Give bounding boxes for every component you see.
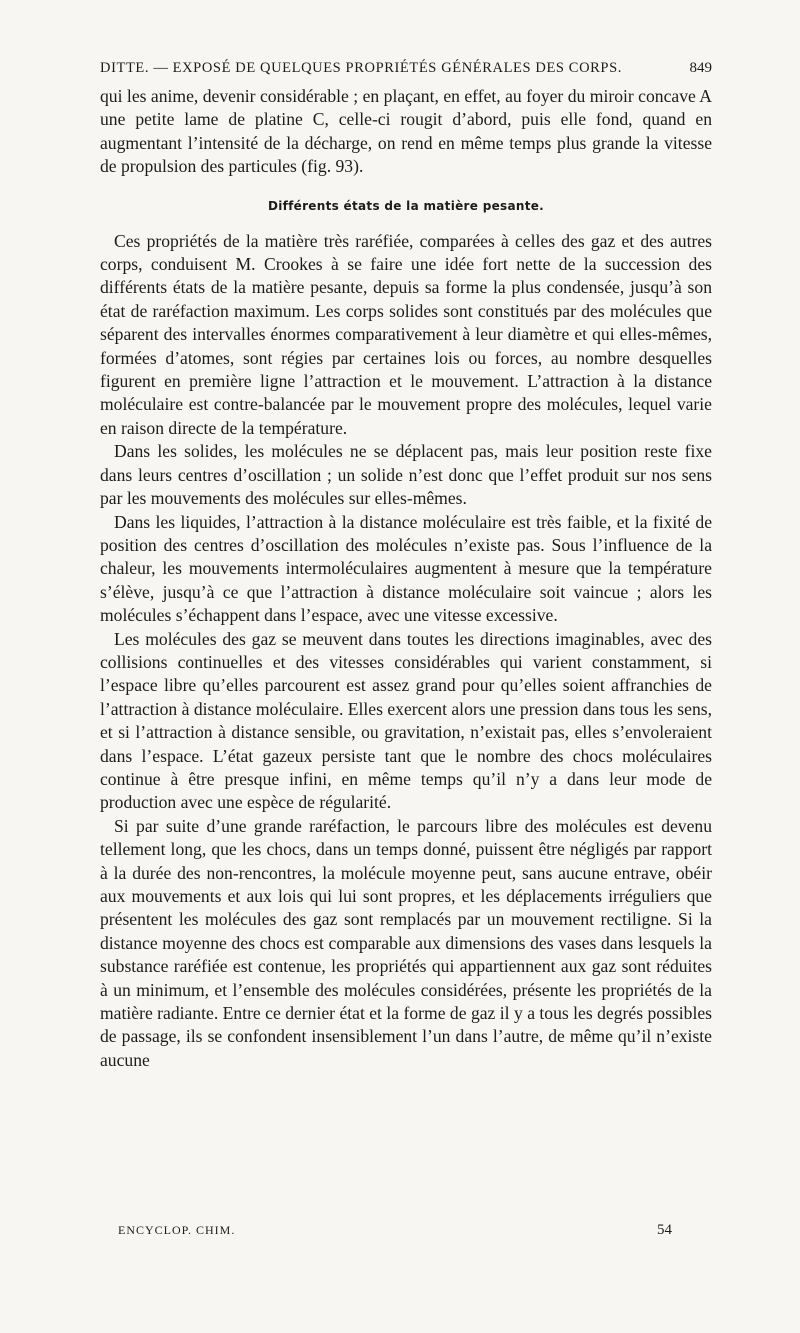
paragraph: Ces propriétés de la matière très raréfiée, comparées à celles des gaz et des autres corps, conduisent M. Crookes à se faire une idée fort nette de la succession des différents états de la matière pesante, depuis sa forme la plus condensée, jusqu’à son état de raréfaction maximum. Les corps solides sont constitués par des molécules que séparent des intervalles énormes comparativement à leur diamètre et qui elles-mêmes, formées d’atomes, sont régies par certaines lois ou forces, au nombre desquelles figurent en première ligne l’attraction et le mouvement. L’attraction à la distance moléculaire est contre-balancée par le mouvement propre des molécules, lequel varie en raison directe de la température.: [100, 230, 712, 438]
page-number: 849: [689, 60, 712, 76]
footer-source: ENCYCLOP. CHIM.: [118, 1223, 236, 1237]
paragraph: Dans les liquides, l’attraction à la distance moléculaire est très faible, et la fixité de position des centres d’oscillation des molécules n’existe pas. Sous l’influence de la chaleur, les mouvements intermoléculaires augmentent à mesure que la température s’élève, jusqu’à ce que l’attraction à distance moléculaire soit vaincue ; alors les molécules s’échappent dans l’espace, avec une vitesse excessive.: [100, 511, 712, 626]
page-footer: [100, 1222, 712, 1239]
paragraph: qui les anime, devenir considérable ; en plaçant, en effet, au foyer du miroir concave A une petite lame de platine C, celle-ci rougit d’abord, puis elle fond, quand en augmentant l’intensité de la décharge, on rend en même temps plus grande la vitesse de propulsion des particules (fig. 93).: [100, 86, 712, 177]
paragraph: Dans les solides, les molécules ne se déplacent pas, mais leur position reste fixe dans leurs centres d’oscillation ; un solide n’est donc que l’effet produit sur nos sens par les mouvements des molécules sur elles-mêmes.: [100, 441, 712, 509]
paragraph: Si par suite d’une grande raréfaction, le parcours libre des molécules est devenu tellement long, que les chocs, dans un temps donné, puissent être négligés par rapport à la durée des non-rencontres, la molécule moyenne peut, sans aucune entrave, obéir aux mouvements et aux lois qui lui sont propres, et les déplacements irréguliers que présentent les molécules des gaz sont remplacés par un mouvement rectiligne. Si la distance moyenne des chocs est comparable aux dimensions des vases dans lesquels la substance raréfiée est contenue, les propriétés qui appartiennent aux gaz sont réduites à un minimum, et l’ensemble des molécules considérées, présente les propriétés de la matière radiante. Entre ce dernier état et la forme de gaz il y a tous les degrés possibles de passage, ils se confondent insensiblement l’un dans l’autre, de même qu’il n’existe aucune: [100, 815, 712, 1070]
running-head: [100, 60, 712, 77]
section-title: Différents états de la matière pesante.: [267, 198, 545, 213]
running-title: DITTE. — EXPOSÉ DE QUELQUES PROPRIÉTÉS GÉNÉRALES DES CORPS.: [100, 60, 622, 76]
paragraph: Les molécules des gaz se meuvent dans toutes les directions imaginables, avec des collisions continuelles et des vitesses considérables qui varient constamment, si l’espace libre qu’elles parcourent est assez grand pour qu’elles soient affranchies de l’attraction à distance moléculaire. Elles exercent alors une pression dans tous les sens, et si l’attraction à distance sensible, ou gravitation, n’existait pas, elles s’envoleraient dans l’espace. L’état gazeux persiste tant que le nombre des chocs moléculaires continue à être presque infini, en même temps qu’il n’y a dans leur mode de production avec une espèce de régularité.: [100, 628, 712, 813]
sheet-signature: 54: [657, 1222, 672, 1238]
